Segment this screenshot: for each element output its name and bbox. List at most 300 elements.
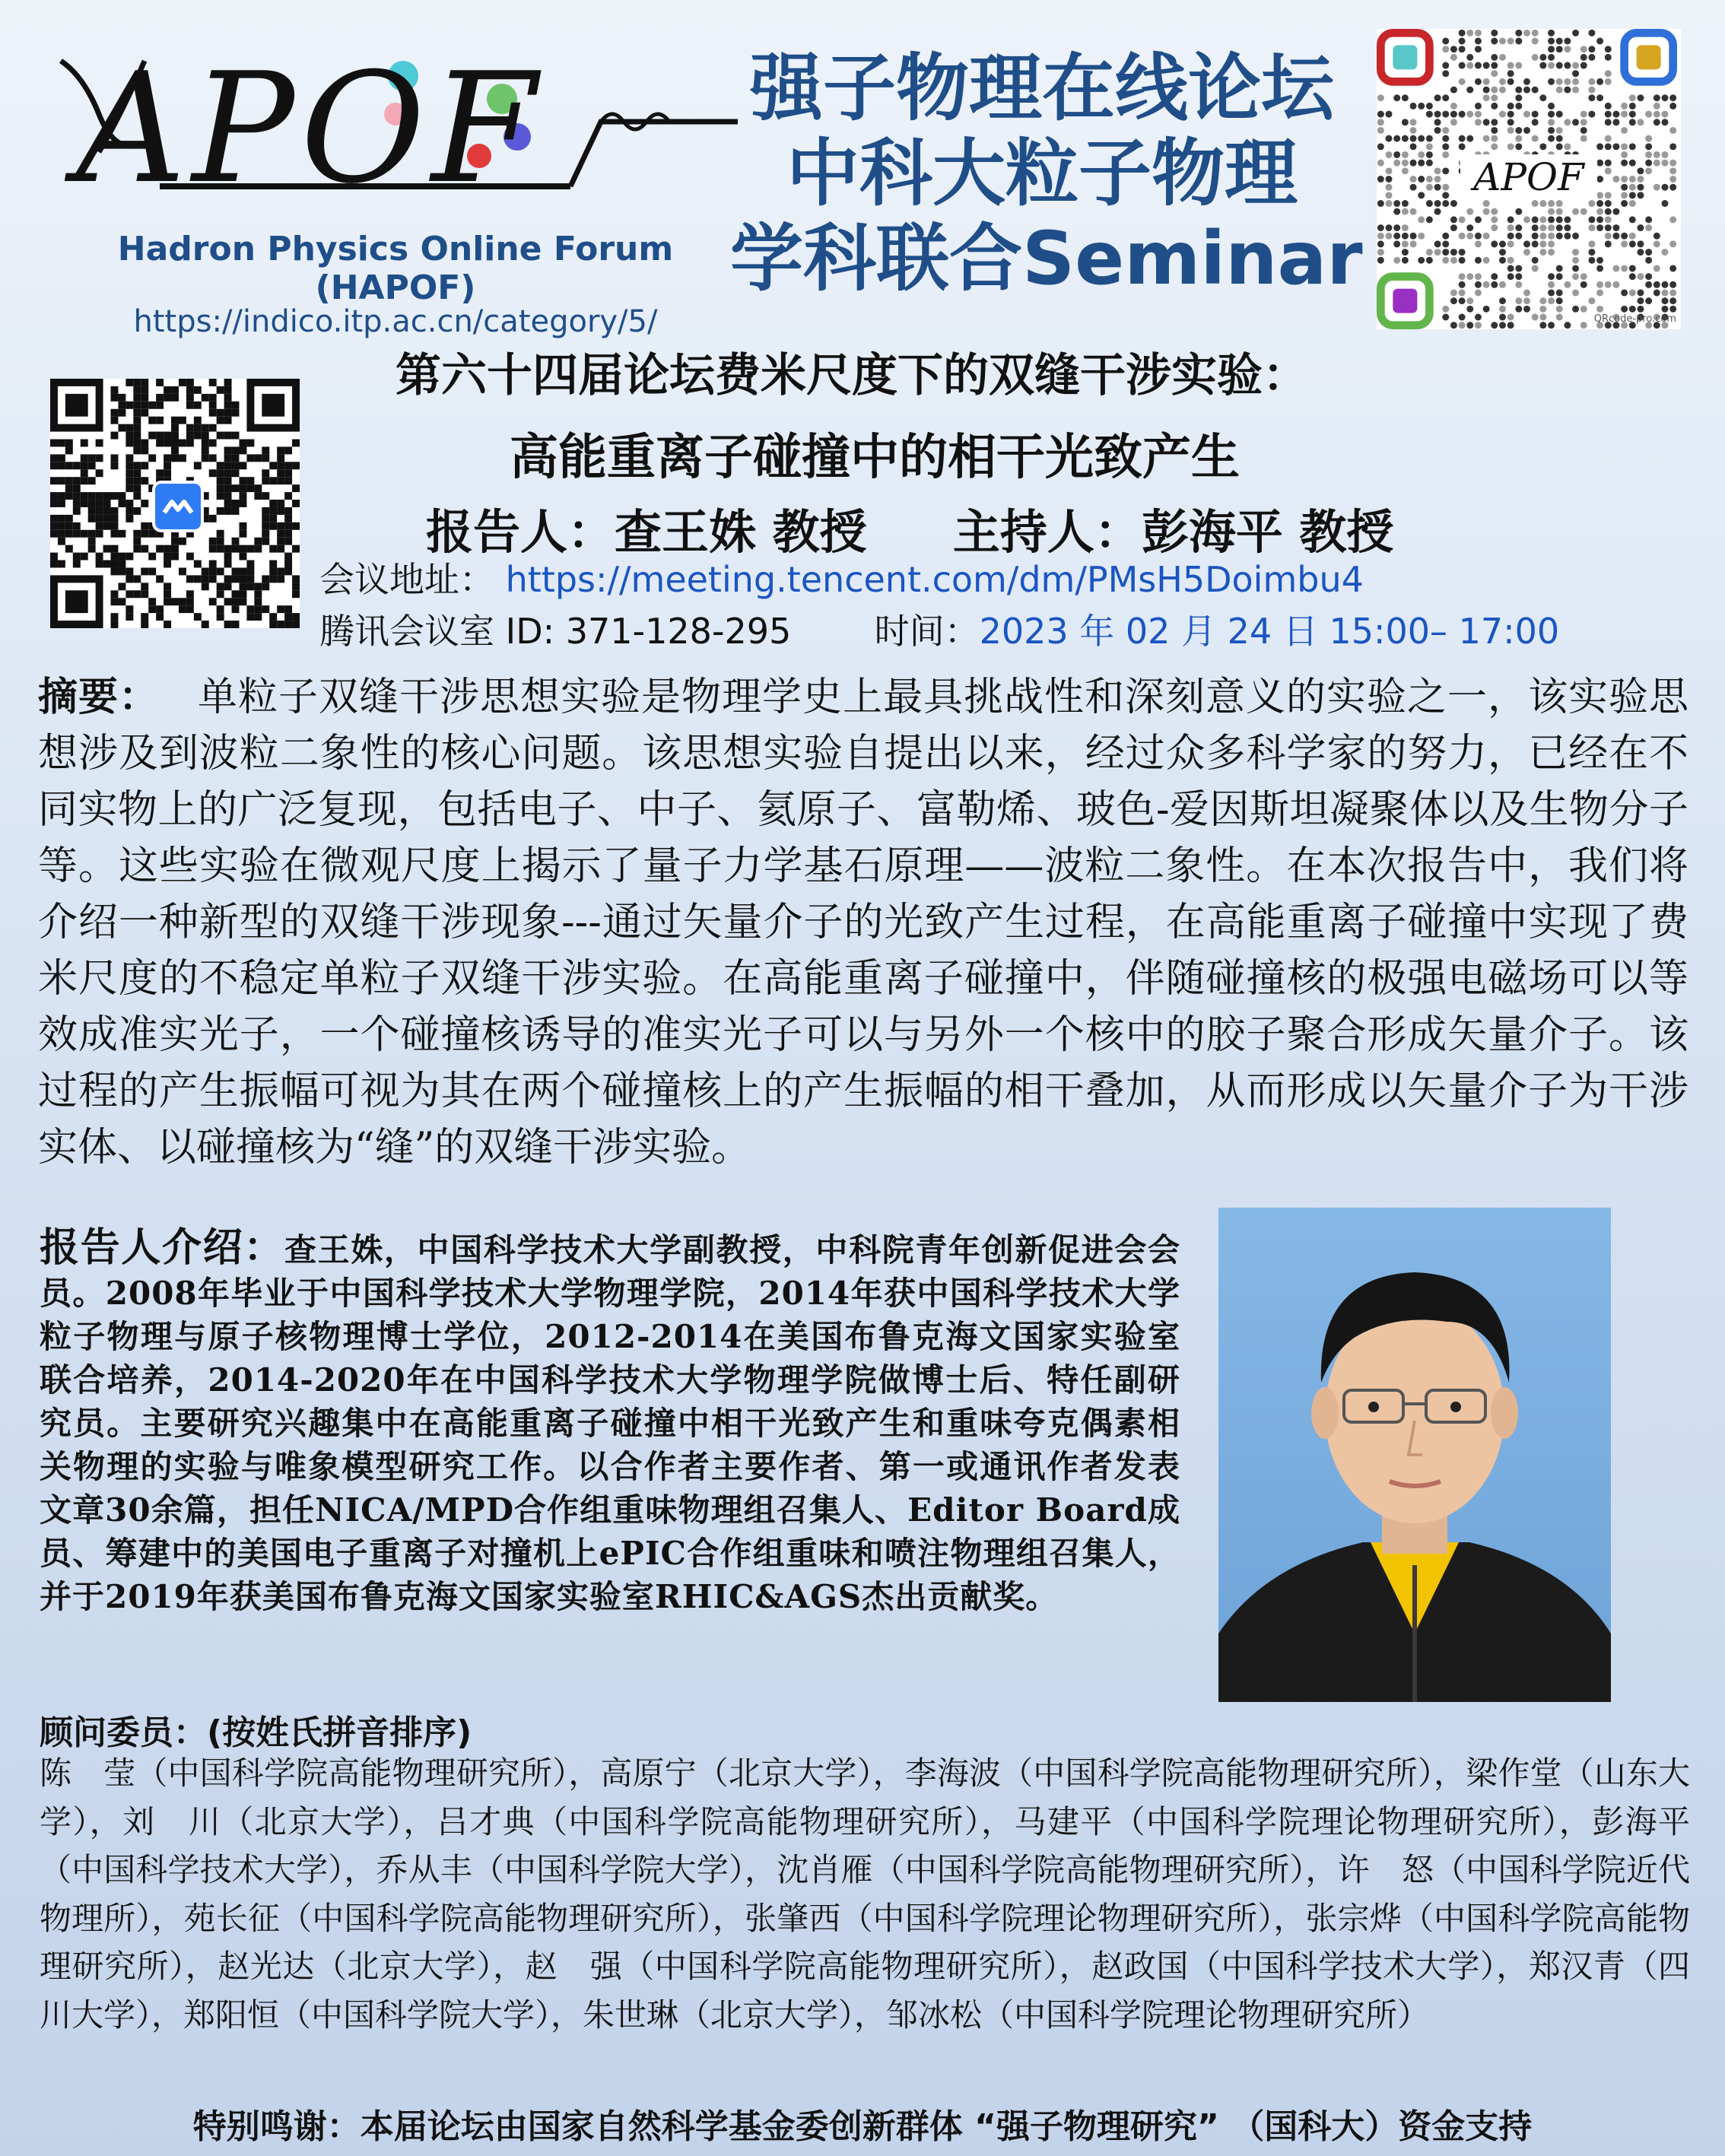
qr-module — [277, 605, 284, 613]
meeting-qr-code — [50, 379, 300, 628]
qr-module — [1410, 135, 1417, 142]
qr-module — [246, 560, 254, 568]
qr-module — [1669, 176, 1676, 183]
qr-module — [269, 613, 277, 621]
qr-module — [284, 522, 292, 530]
qr-module — [1491, 143, 1498, 150]
qr-module — [1507, 78, 1514, 85]
qr-module — [1418, 103, 1425, 110]
qr-module — [118, 583, 125, 590]
qr-module — [246, 477, 254, 484]
qr-module — [1580, 322, 1587, 329]
qr-module — [1491, 135, 1498, 142]
qr-module — [1580, 127, 1587, 134]
qr-module — [1491, 322, 1498, 329]
qr-module — [1475, 233, 1482, 240]
qr-module — [284, 538, 292, 545]
qr-module — [1532, 87, 1539, 94]
qr-module — [125, 424, 133, 432]
qr-module — [277, 575, 284, 583]
qr-module — [277, 567, 284, 575]
qr-module — [141, 621, 148, 628]
qr-module — [224, 560, 232, 568]
qr-module — [1515, 306, 1522, 313]
qr-module — [1539, 297, 1546, 304]
qr-module — [1572, 70, 1579, 77]
qr-module — [1629, 160, 1636, 167]
meeting-link[interactable]: https://meeting.tencent.com/dm/PMsH5Doimbu4 — [505, 559, 1364, 600]
qr-module — [1588, 94, 1595, 101]
qr-module — [125, 379, 133, 386]
qr-module — [103, 515, 111, 522]
qr-module — [1572, 208, 1579, 215]
qr-module — [277, 538, 284, 545]
qr-module — [171, 432, 179, 440]
qr-module — [1459, 135, 1466, 142]
qr-module — [1410, 184, 1417, 191]
qr-module — [50, 522, 58, 530]
qr-module — [1426, 160, 1433, 167]
qr-module — [133, 484, 141, 492]
qr-module — [1442, 306, 1449, 313]
qr-module — [1459, 273, 1466, 280]
qr-module — [232, 507, 240, 515]
qr-module — [1669, 94, 1676, 101]
qr-module — [65, 440, 73, 447]
qr-module — [224, 484, 232, 492]
qr-module — [1637, 240, 1644, 247]
qr-module — [1402, 167, 1409, 174]
qr-module — [1426, 216, 1433, 223]
qr-module — [186, 424, 194, 432]
qr-module — [1515, 208, 1522, 215]
qr-module — [1426, 176, 1433, 183]
qr-module — [1572, 119, 1579, 125]
qr-module — [1386, 233, 1393, 240]
qr-module — [1572, 62, 1579, 69]
qr-module — [1442, 111, 1449, 118]
qr-module — [133, 469, 141, 477]
qr-module — [1402, 135, 1409, 142]
qr-module — [1426, 111, 1433, 118]
qr-module — [141, 613, 148, 621]
qr-module — [224, 379, 232, 386]
qr-module — [1564, 38, 1571, 45]
qr-module — [1499, 249, 1506, 256]
qr-module — [1393, 160, 1400, 167]
qr-module — [1491, 273, 1498, 280]
qr-module — [217, 590, 224, 598]
advisors-list: 陈 莹（中国科学院高能物理研究所），高原宁（北京大学），李海波（中国科学院高能物理研究所），梁作堂（山东大学），刘 川（北京大学），吕才典（中国科学院高能物理研究所），马建平（中国科学院理论物理研究所），彭海平（中国科学技术大学），乔从丰（中国科学院大学），沈肖雁（中国科学院高能物理研究所），许 怒（中国科学院近代物理所），苑长征（中国科学院高能物理研究所），张肇西（中国科学院理论物理研究所），张宗烨（中国科学院高能物理研究所），赵光达（北京大学），赵 强（中国科学院高能物理研究所），赵政国（中国科学技术大学），郑汉青（四川大学），郑阳恒（中国科学院大学），朱世琳（北京大学），邹冰松（中国科学院理论物理研究所） — [40, 1754, 1690, 2034]
qr-module — [81, 477, 88, 484]
qr-module — [164, 462, 171, 469]
qr-module — [1410, 143, 1417, 150]
qr-module — [1548, 30, 1555, 37]
qr-module — [254, 492, 262, 500]
qr-module — [1645, 143, 1652, 150]
qr-module — [1507, 103, 1514, 110]
qr-module — [1596, 143, 1603, 150]
qr-module — [1532, 265, 1539, 271]
title-line-2: 中科大粒子物理 — [786, 131, 1298, 216]
qr-module — [284, 515, 292, 522]
qr-module — [1654, 94, 1660, 101]
qr-module — [262, 538, 269, 545]
qr-module — [209, 567, 217, 575]
qr-module — [1466, 322, 1473, 329]
qr-module — [125, 454, 133, 462]
qr-module — [58, 440, 65, 447]
qr-module — [1418, 233, 1425, 240]
qr-module — [1564, 87, 1571, 94]
qr-module — [202, 424, 209, 432]
qr-module — [239, 500, 246, 507]
qr-module — [1580, 46, 1587, 52]
qr-module — [1669, 160, 1676, 167]
qr-module — [1459, 297, 1466, 304]
qr-module — [1605, 208, 1612, 215]
qr-module — [125, 500, 133, 507]
qr-module — [73, 560, 81, 568]
qr-module — [179, 454, 186, 462]
qr-module — [284, 492, 292, 500]
qr-module — [1410, 119, 1417, 125]
qr-module — [1377, 176, 1384, 183]
qr-module — [1532, 257, 1539, 264]
qr-module — [111, 567, 119, 575]
qr-module — [1450, 257, 1457, 264]
qr-module — [1532, 135, 1539, 142]
qr-module — [88, 530, 96, 538]
qr-module — [224, 409, 232, 417]
qr-module — [1507, 273, 1514, 280]
qr-module — [1442, 46, 1449, 52]
qr-module — [1548, 281, 1555, 288]
qr-module — [1515, 127, 1522, 134]
qr-module — [1434, 111, 1441, 118]
qr-module — [103, 560, 111, 568]
qr-module — [1491, 224, 1498, 231]
qr-module — [1532, 224, 1539, 231]
qr-module — [1475, 289, 1482, 296]
qr-module — [1499, 38, 1506, 45]
qr-module — [209, 469, 217, 477]
qr-module — [1434, 94, 1441, 101]
qr-module — [1442, 94, 1449, 101]
qr-module — [1596, 176, 1603, 183]
qr-module — [217, 538, 224, 545]
qr-module — [1475, 38, 1482, 45]
qr-module — [1377, 143, 1384, 150]
qr-module — [1393, 233, 1400, 240]
qr-module — [1556, 297, 1563, 304]
qr-module — [1532, 111, 1539, 118]
qr-module — [254, 590, 262, 598]
qr-module — [1507, 314, 1514, 321]
qr-module — [209, 545, 217, 553]
qr-module — [1654, 265, 1660, 271]
qr-module — [171, 386, 179, 394]
qr-module — [1491, 127, 1498, 134]
qr-module — [1386, 192, 1393, 198]
qr-module — [224, 598, 232, 605]
qr-module — [65, 515, 73, 522]
qr-module — [1564, 233, 1571, 240]
qr-module — [209, 402, 217, 409]
qr-module — [1629, 143, 1636, 150]
qr-module — [232, 500, 240, 507]
forum-name: Hadron Physics Online Forum (HAPOF) — [117, 230, 674, 307]
qr-module — [1410, 240, 1417, 247]
qr-module — [1410, 160, 1417, 167]
qr-module — [292, 522, 300, 530]
qr-module — [50, 515, 58, 522]
qr-module — [246, 545, 254, 553]
qr-module — [111, 417, 119, 424]
qr-module — [1402, 160, 1409, 167]
qr-module — [1532, 216, 1539, 223]
advisors-heading: 顾问委员：(按姓氏拼音排序) — [40, 1713, 472, 1752]
qr-module — [202, 446, 209, 454]
qr-module — [133, 402, 141, 409]
qr-module — [141, 477, 148, 484]
qr-module — [1629, 184, 1636, 191]
qr-module — [1556, 233, 1563, 240]
qr-module — [217, 477, 224, 484]
qr-caption: QRcode-pro.com — [1593, 313, 1676, 325]
qr-module — [239, 553, 246, 560]
qr-module — [209, 424, 217, 432]
qr-module — [1669, 143, 1676, 150]
qr-module — [133, 379, 141, 386]
qr-module — [1515, 62, 1522, 69]
qr-module — [111, 386, 119, 394]
qr-module — [1654, 289, 1660, 296]
qr-module — [1402, 119, 1409, 125]
qr-module — [171, 424, 179, 432]
qr-module — [209, 575, 217, 583]
qr-module — [1548, 111, 1555, 118]
qr-module — [1572, 289, 1579, 296]
qr-module — [179, 538, 186, 545]
qr-module — [1393, 240, 1400, 247]
qr-module — [254, 484, 262, 492]
qr-module — [202, 432, 209, 440]
qr-module — [1402, 257, 1409, 264]
qr-module — [1588, 224, 1595, 231]
qr-module — [1426, 257, 1433, 264]
qr-module — [1548, 216, 1555, 223]
qr-module — [118, 394, 125, 402]
qr-module — [1645, 224, 1652, 231]
bio-text: 查王姝，中国科学技术大学副教授，中科院青年创新促进会会员。2008年毕业于中国科学技术大学物理学院，2014年获中国科学技术大学粒子物理与原子核物理博士学位，2012-2014在美国布鲁克海文国家实验室联合培养，2014-2020年在中国科学技术大学物理学院做博士后、特任副研究员。主要研究兴趣集中在高能重离子碰撞中相干光致产生和重味夸克偶素相关物理的实验与唯象模型研究工作。以合作者主要作者、第一或通讯作者发表文章30余篇，担任NICA/MPD合作组重味物理组召集人、Editor Board成员、筹建中的美国电子重离子对撞机上ePIC合作组重味和喷注物理组召集人，并于2019年获美国布鲁克海文国家实验室RHIC&AGS杰出贡献奖。 — [40, 1231, 1180, 1615]
qr-module — [1605, 240, 1612, 247]
qr-module — [1475, 281, 1482, 288]
qr-module — [224, 477, 232, 484]
qr-module — [1580, 111, 1587, 118]
qr-module — [133, 492, 141, 500]
qr-module — [111, 492, 119, 500]
qr-module — [1507, 38, 1514, 45]
qr-module — [1629, 103, 1636, 110]
qr-module — [1629, 192, 1636, 198]
qr-module — [1669, 240, 1676, 247]
qr-module — [1588, 249, 1595, 256]
qr-module — [65, 530, 73, 538]
qr-module — [1507, 224, 1514, 231]
qr-module — [217, 432, 224, 440]
qr-module — [292, 583, 300, 590]
qr-module — [111, 553, 119, 560]
qr-module — [156, 440, 164, 447]
qr-module — [292, 621, 300, 628]
qr-module — [1523, 87, 1530, 94]
qr-module — [262, 469, 269, 477]
qr-module — [65, 462, 73, 469]
qr-module — [141, 409, 148, 417]
qr-module — [232, 545, 240, 553]
qr-module — [194, 432, 202, 440]
qr-module — [1475, 119, 1482, 125]
qr-module — [50, 560, 58, 568]
qr-module — [141, 462, 148, 469]
qr-module — [209, 379, 217, 386]
qr-module — [1580, 281, 1587, 288]
qr-module — [1564, 224, 1571, 231]
qr-module — [232, 484, 240, 492]
qr-module — [1515, 103, 1522, 110]
qr-module — [194, 462, 202, 469]
qr-module — [156, 469, 164, 477]
qr-module — [284, 605, 292, 613]
qr-module — [292, 613, 300, 621]
qr-module — [1621, 111, 1628, 118]
qr-module — [1491, 87, 1498, 94]
qr-finder-pattern — [54, 383, 100, 428]
qr-module — [179, 598, 186, 605]
qr-module — [1605, 167, 1612, 174]
qr-module — [224, 454, 232, 462]
qr-module — [111, 590, 119, 598]
qr-module — [125, 477, 133, 484]
qr-module — [292, 484, 300, 492]
qr-module — [1637, 289, 1644, 296]
qr-module — [1588, 46, 1595, 52]
qr-module — [1637, 306, 1644, 313]
qr-module — [269, 522, 277, 530]
qr-module — [164, 386, 171, 394]
qr-module — [133, 477, 141, 484]
qr-module — [1410, 233, 1417, 240]
qr-module — [254, 545, 262, 553]
qr-module — [224, 553, 232, 560]
qr-module — [1669, 167, 1676, 174]
qr-module — [156, 394, 164, 402]
qr-module — [1629, 306, 1636, 313]
qr-module — [111, 545, 119, 553]
qr-module — [1466, 62, 1473, 69]
qr-module — [1410, 103, 1417, 110]
qr-module — [1507, 265, 1514, 271]
qr-module — [232, 454, 240, 462]
qr-module — [1507, 216, 1514, 223]
qr-module — [1442, 62, 1449, 69]
qr-module — [1662, 111, 1669, 118]
qr-module — [232, 621, 240, 628]
qr-module — [284, 469, 292, 477]
qr-module — [1402, 249, 1409, 256]
qr-module — [292, 500, 300, 507]
forum-url[interactable]: https://indico.itp.ac.cn/category/5/ — [133, 304, 658, 339]
qr-module — [1426, 143, 1433, 150]
qr-module — [125, 507, 133, 515]
qr-module — [179, 440, 186, 447]
qr-module — [58, 492, 65, 500]
qr-module — [1548, 289, 1555, 296]
time-value: 2023 年 02 月 24 日 15:00– 17:00 — [979, 611, 1560, 652]
qr-module — [148, 432, 156, 440]
qr-module — [194, 402, 202, 409]
qr-module — [202, 583, 209, 590]
qr-module — [1459, 62, 1466, 69]
qr-module — [1459, 38, 1466, 45]
qr-module — [1491, 216, 1498, 223]
qr-module — [125, 484, 133, 492]
qr-module — [1523, 30, 1530, 37]
qr-module — [224, 469, 232, 477]
qr-module — [1426, 103, 1433, 110]
qr-module — [164, 621, 171, 628]
qr-module — [1377, 240, 1384, 247]
qr-module — [111, 409, 119, 417]
qr-module — [1459, 143, 1466, 150]
qr-module — [1499, 111, 1506, 118]
qr-module — [88, 507, 96, 515]
qr-module — [111, 613, 119, 621]
qr-module — [1426, 151, 1433, 158]
qr-module — [1662, 119, 1669, 125]
qr-module — [1434, 184, 1441, 191]
qr-module — [1629, 119, 1636, 125]
qr-module — [1459, 30, 1466, 37]
abstract-label: 摘要： — [38, 674, 159, 720]
qr-module — [125, 462, 133, 469]
qr-module — [1669, 127, 1676, 134]
qr-module — [1548, 208, 1555, 215]
qr-module — [1507, 240, 1514, 247]
qr-module — [1588, 257, 1595, 264]
qr-module — [1637, 297, 1644, 304]
qr-module — [1532, 233, 1539, 240]
qr-module — [50, 440, 58, 447]
qr-module — [262, 477, 269, 484]
qr-module — [1532, 30, 1539, 37]
qr-module — [224, 446, 232, 454]
qr-module — [1532, 38, 1539, 45]
qr-module — [1662, 151, 1669, 158]
qr-module — [1515, 224, 1522, 231]
qr-module — [1523, 289, 1530, 296]
qr-module — [1539, 233, 1546, 240]
qr-module — [58, 500, 65, 507]
qr-module — [141, 522, 148, 530]
qr-module — [1393, 257, 1400, 264]
qr-module — [217, 492, 224, 500]
qr-module — [1572, 249, 1579, 256]
qr-module — [141, 402, 148, 409]
qr-module — [232, 446, 240, 454]
qr-module — [292, 575, 300, 583]
